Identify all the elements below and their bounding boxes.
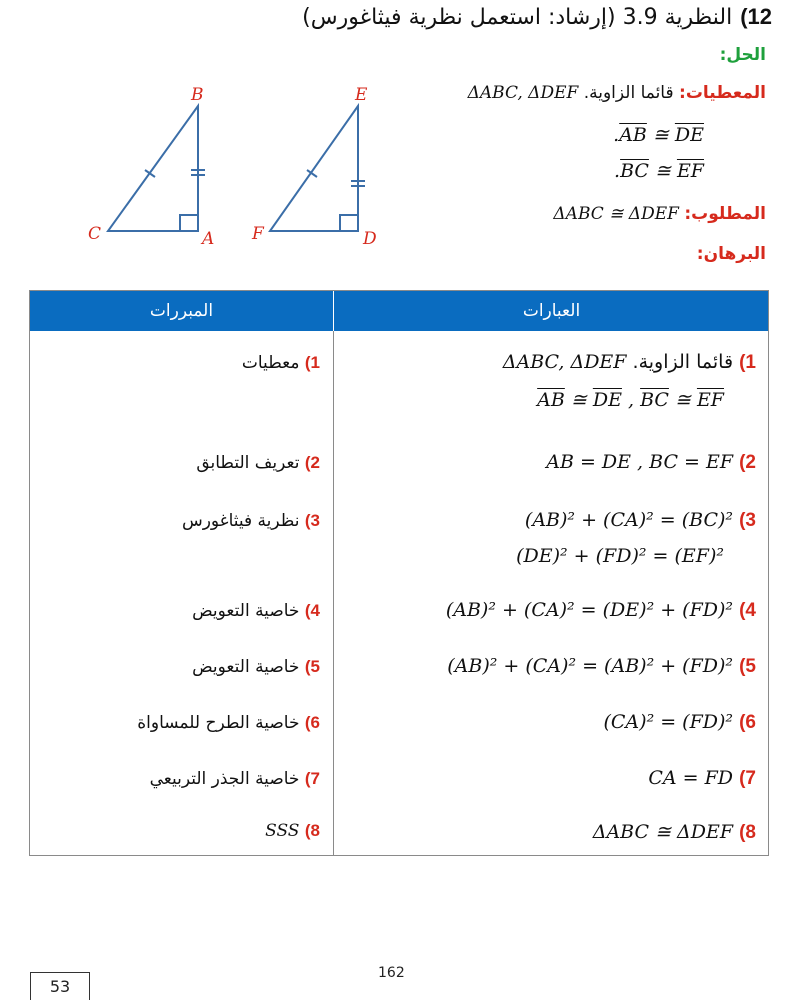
statement-3 bbox=[525, 509, 756, 532]
row-number: 3) bbox=[304, 511, 320, 530]
reason-text: خاصية التعويض bbox=[192, 657, 300, 677]
given-segment-bc-ef bbox=[614, 160, 704, 182]
reason-8 bbox=[265, 821, 320, 841]
reason-7 bbox=[150, 769, 320, 789]
statement-math: ΔABC ≅ ΔDEF bbox=[592, 821, 734, 843]
statement-math: (AB)² + (CA)² = (BC)² bbox=[524, 509, 734, 531]
row-number: 3) bbox=[739, 510, 756, 531]
statement-math: ΔABC, ΔDEF bbox=[502, 351, 627, 373]
statement-5 bbox=[447, 655, 756, 678]
statement-4 bbox=[446, 599, 756, 622]
reason-5 bbox=[192, 657, 320, 677]
solution-label: الحل: bbox=[719, 45, 766, 65]
proof-label: البرهان: bbox=[696, 244, 766, 264]
period: . bbox=[614, 160, 621, 182]
givens-line bbox=[468, 83, 766, 103]
row-number: 5) bbox=[304, 657, 320, 676]
table-header bbox=[30, 291, 768, 331]
segment-ab: $\overline{AB}$ bbox=[619, 124, 647, 146]
statement-6 bbox=[603, 711, 756, 734]
statement-math: AB = DE , BC = EF bbox=[546, 451, 734, 473]
label-f: F bbox=[252, 224, 264, 244]
segment-ef: $\overline{EF}$ bbox=[676, 160, 704, 182]
problem-title bbox=[302, 4, 772, 30]
reason-6 bbox=[137, 713, 320, 733]
statement-math: (AB)² + (CA)² = (AB)² + (FD)² bbox=[447, 655, 734, 677]
problem-number: 12) bbox=[740, 4, 772, 29]
segment-de: $\overline{DE}$ bbox=[674, 124, 704, 146]
givens-label: المعطيات: bbox=[679, 83, 766, 103]
triangle-def bbox=[270, 106, 358, 231]
row-number: 4) bbox=[304, 601, 320, 620]
column-divider bbox=[333, 331, 334, 855]
reason-3 bbox=[182, 511, 320, 531]
proof-table bbox=[29, 290, 769, 856]
row-number: 1) bbox=[739, 352, 756, 373]
page-box-number: 53 bbox=[30, 972, 90, 1000]
required-label: المطلوب: bbox=[684, 204, 766, 224]
row-number: 8) bbox=[304, 821, 320, 840]
row-number: 7) bbox=[304, 769, 320, 788]
row-number: 8) bbox=[739, 822, 756, 843]
statement-3-line-2: (DE)² + (FD)² = (EF)² bbox=[516, 545, 724, 567]
given-segment-ab-de bbox=[613, 124, 704, 146]
row-number: 2) bbox=[304, 453, 320, 472]
row-number: 1) bbox=[304, 353, 320, 372]
row-number: 7) bbox=[739, 768, 756, 789]
required-line bbox=[553, 204, 766, 224]
segment-bc: $\overline{BC}$ bbox=[620, 160, 649, 182]
reason-text: نظرية فيثاغورس bbox=[181, 511, 300, 531]
header-reasons: المبررات bbox=[149, 301, 214, 321]
statement-1 bbox=[503, 351, 756, 374]
label-a: A bbox=[202, 229, 215, 249]
givens-triangles: ΔABC, ΔDEF bbox=[467, 83, 579, 103]
reason-4 bbox=[192, 601, 320, 621]
reason-text: تعريف التطابق bbox=[196, 453, 300, 473]
page-number: 162 bbox=[378, 965, 405, 981]
reason-text: خاصية الجذر التربيعي bbox=[149, 769, 300, 789]
congruent-sign: ≅ bbox=[648, 160, 677, 182]
statement-math: (CA)² = (FD)² bbox=[603, 711, 734, 733]
problem-text: النظرية 3.9 (إرشاد: استعمل نظرية فيثاغورس) bbox=[302, 5, 733, 30]
label-b: B bbox=[191, 85, 204, 105]
required-text: ΔABC ≅ ΔDEF bbox=[553, 204, 679, 224]
label-d: D bbox=[363, 229, 377, 249]
header-statements: العبارات bbox=[333, 291, 769, 331]
congruent-sign: ≅ bbox=[646, 124, 675, 146]
right-angle-mark-a bbox=[180, 215, 198, 231]
statement-1-line-2: $\overline{AB}$ ≅ $\overline{DE}$ , $\overline{BC}$ ≅ $\overline{EF}$ bbox=[537, 389, 724, 411]
label-c: C bbox=[88, 224, 102, 244]
row-number: 2) bbox=[739, 452, 756, 473]
statement-math: CA = FD bbox=[648, 767, 734, 789]
reason-text: SSS bbox=[265, 821, 300, 841]
statement-text: قائما الزاوية. bbox=[632, 351, 734, 373]
statement-math: (AB)² + (CA)² = (DE)² + (FD)² bbox=[445, 599, 734, 621]
triangles-diagram bbox=[80, 84, 380, 254]
reason-text: معطيات bbox=[241, 353, 300, 373]
reason-2 bbox=[196, 453, 320, 473]
reason-text: خاصية الطرح للمساواة bbox=[137, 713, 300, 733]
row-number: 6) bbox=[304, 713, 320, 732]
right-angle-mark-d bbox=[340, 215, 358, 231]
statement-2 bbox=[546, 451, 756, 474]
statement-8 bbox=[593, 821, 756, 844]
label-e: E bbox=[355, 85, 368, 105]
row-number: 6) bbox=[739, 712, 756, 733]
statement-7 bbox=[648, 767, 756, 790]
period: . bbox=[613, 124, 620, 146]
reason-1 bbox=[242, 353, 320, 373]
reason-text: خاصية التعويض bbox=[192, 601, 300, 621]
triangle-abc bbox=[108, 106, 198, 231]
row-number: 4) bbox=[739, 600, 756, 621]
givens-text: قائما الزاوية. bbox=[583, 83, 674, 103]
row-number: 5) bbox=[739, 656, 756, 677]
